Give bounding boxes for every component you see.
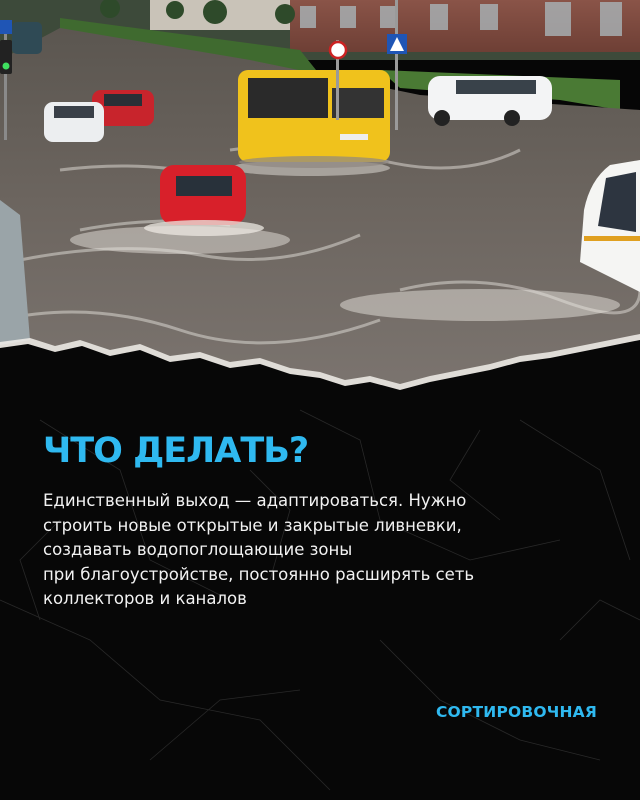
body-line: при благоустройстве, постоянно расширять сеть — [43, 564, 475, 584]
body-text — [43, 489, 603, 612]
brand-label: СОРТИРОВОЧНАЯ — [435, 703, 597, 721]
body-line: создавать водопоглощающие зоны — [43, 540, 353, 559]
heading: ЧТО ДЕЛАТЬ? — [43, 431, 309, 471]
body-line: Единственный выход — адаптироваться. Нужно — [43, 491, 467, 510]
body-line: строить новые открытые и закрытые ливневки, — [43, 515, 462, 535]
body-line: коллекторов и каналов — [43, 589, 247, 608]
